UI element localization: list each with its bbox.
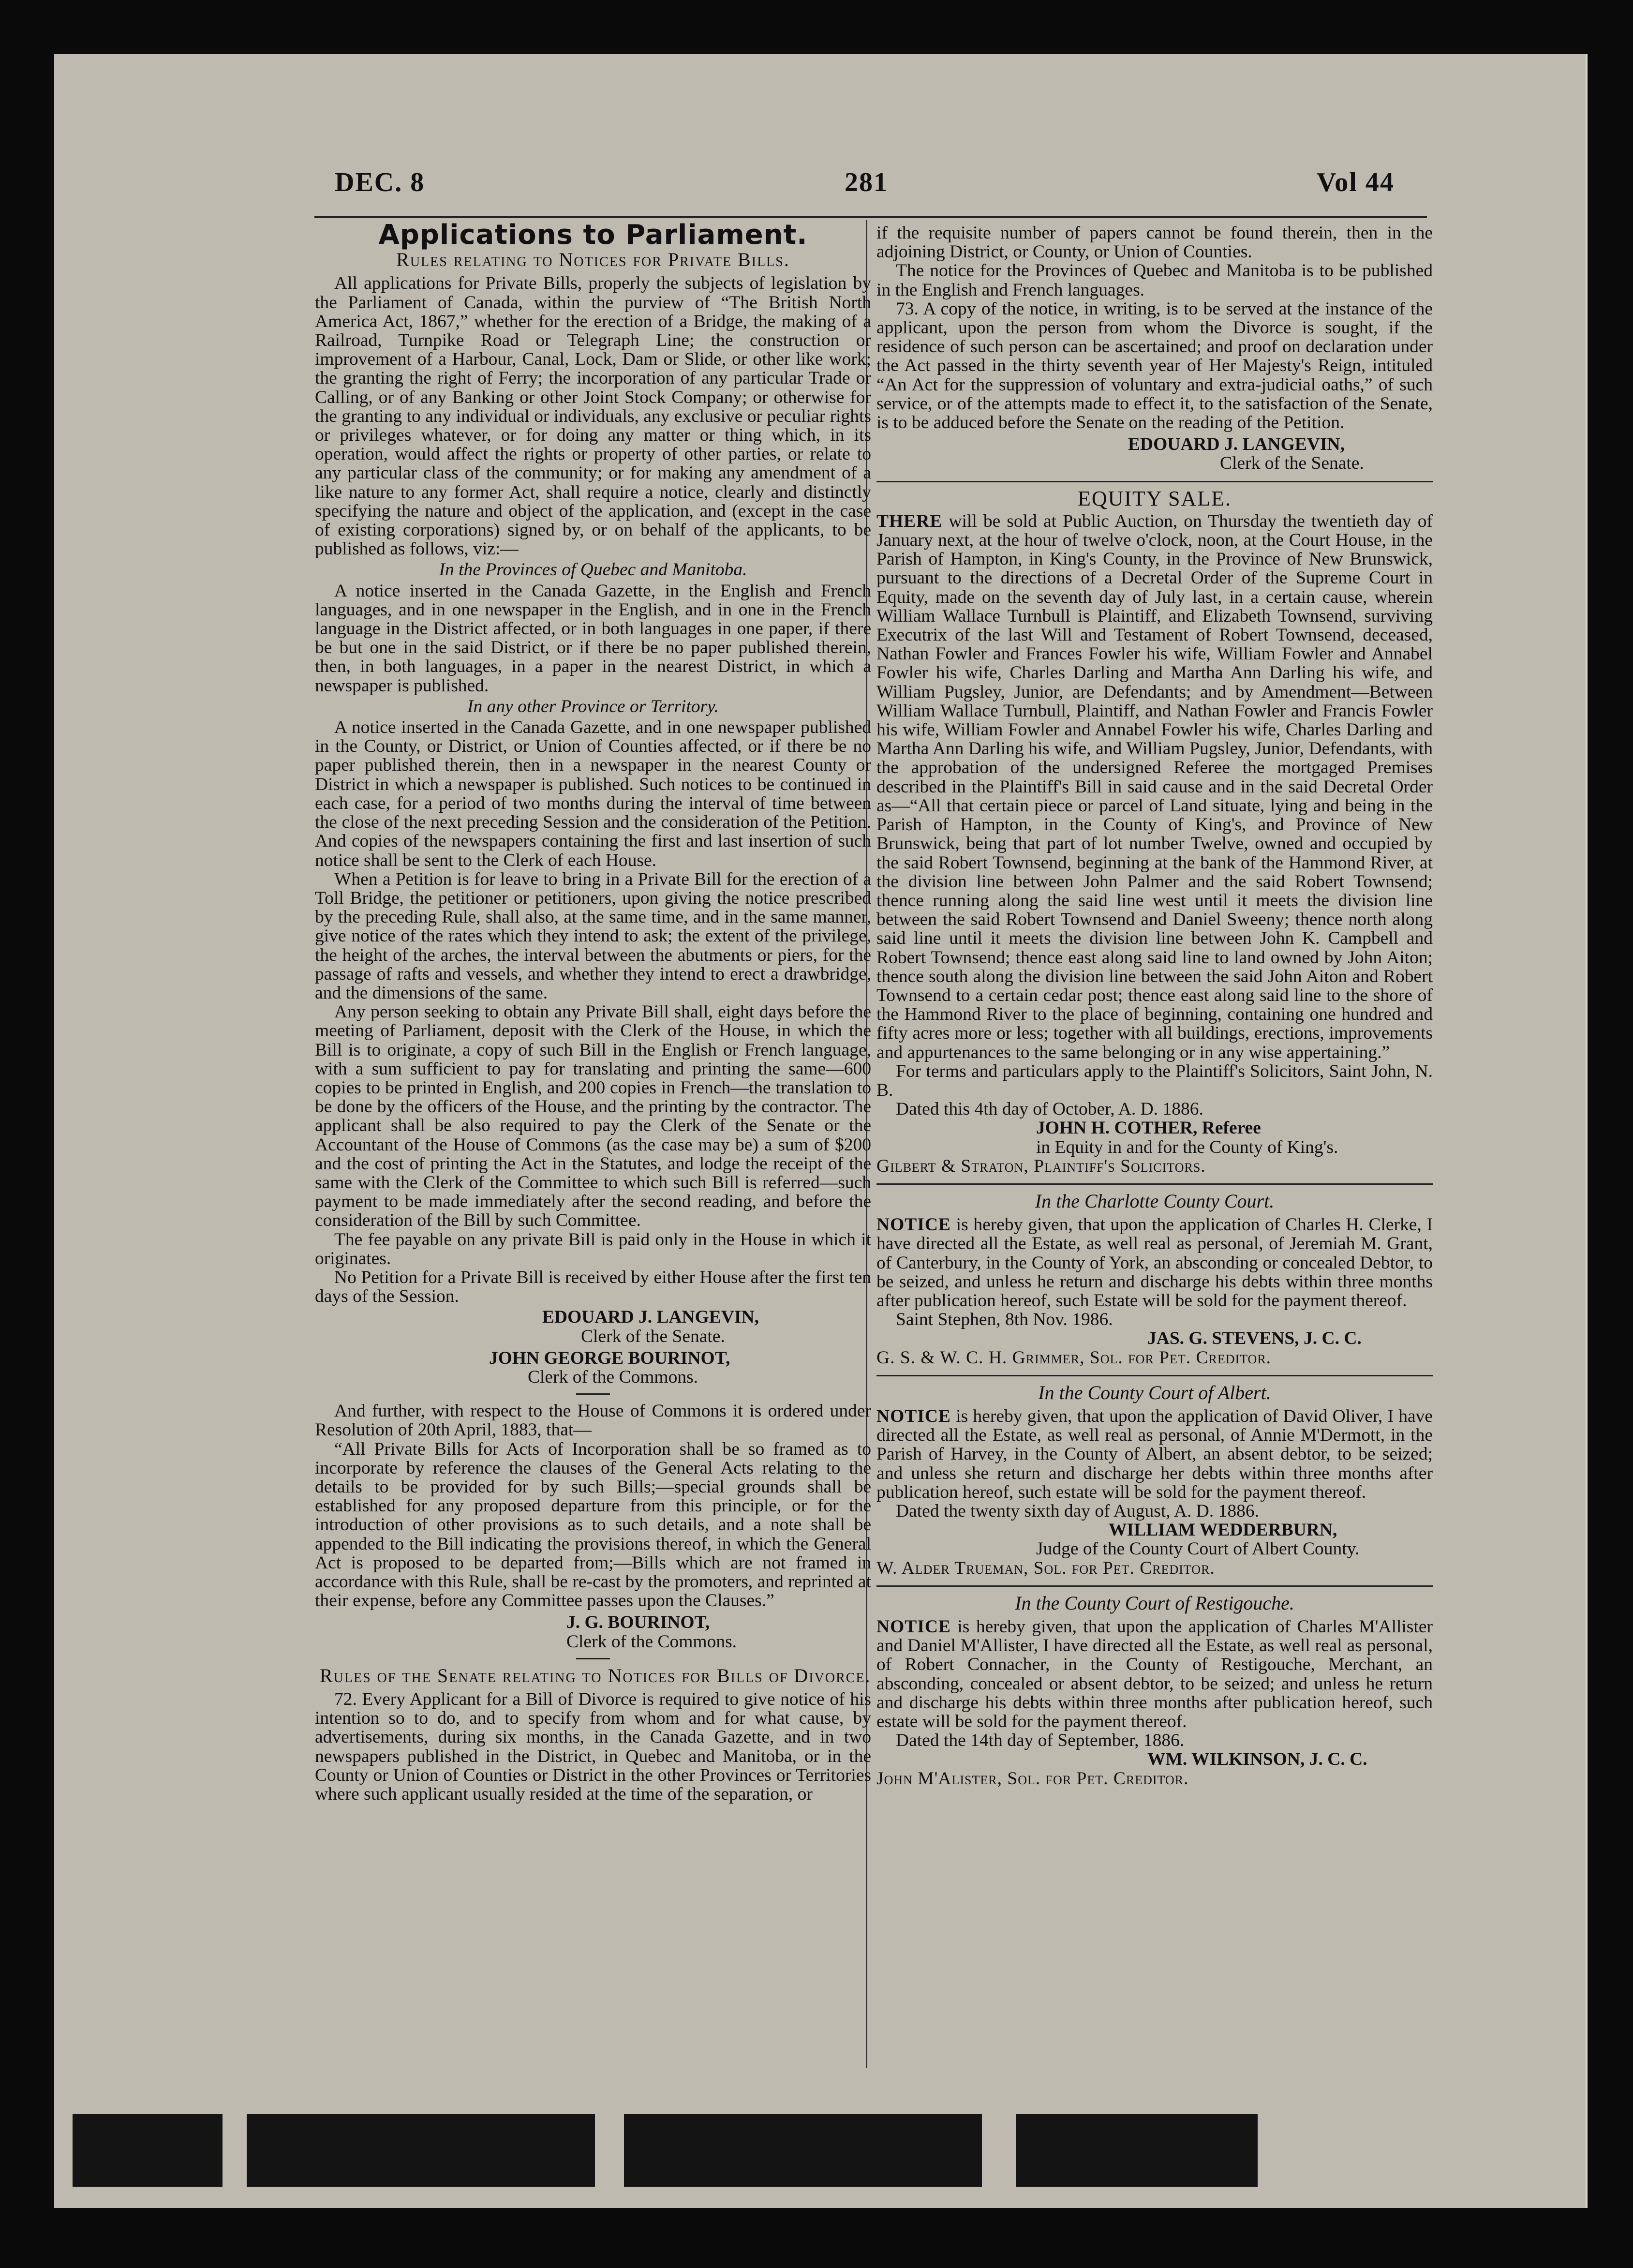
- subheading: In any other Province or Territory.: [467, 696, 719, 716]
- lead-word: NOTICE: [876, 1406, 951, 1426]
- rules-heading: Rules relating to Notices for Private Bills.: [396, 249, 790, 271]
- equity-sale-body: will be sold at Public Auction, on Thursday the twentieth day of January next, at the hour of twelve o'clock, noon, at the Court House, in the Parish of Hampton, in King's County, in the Province of New Brunswick, pursuant to the directions of a Decretal Order of the Supreme Court in Equity, made on the seventh day of July last, in a certain cause, wherein William Wallace Turnbull is Plaintiff, and Elizabeth Townsend, surviving Executrix of the last Will and Testament of Robert Townsend, deceased, Nathan Fowler and Frances Fowler his wife, William Fowler and Annabel Fowler his wife, Charles Darling and Martha Ann Darling his wife, and William Pugsley, Junior, are Defendants; and by Amendment—Between William Wallace Turnbull, Plaintiff, and Nathan Fowler and Francis Fowler his wife, William Fowler and Annabel Fowler his wife, Charles Darling and Martha Ann Darling his wife, and William Pugsley, Junior, Defendants, with the approbation of the undersigned Referee the mortgaged Premises described in the Plaintiff's Bill in said cause and in the said Decretal Order as—“All that certain piece or parcel of Land situate, lying and being in the Parish of Hampton, in the County of King's, and Province of New Brunswick, being that part of lot number Twelve, owned and occupied by the said Robert Townsend, beginning at the bank of the Hammond River, at the division line between John Palmer and the said Robert Townsend; thence running along the said line west until it meets the division line between the said Robert Townsend and Daniel Sweeny; thence north along said line until it meets the division line between John K. Campbell and Robert Townsend; thence east along said line to land owned by John Aiton; thence south along the division line between the said John Aiton and Robert Townsend to a certain cedar post; thence east along said line to the shore of the Hammond River to the place of beginning, containing one hundred and fifty acres more or less; together with all buildings, erections, improvements and appurtenances to the same belonging or in any wise appertaining.”: [876, 511, 1433, 1062]
- signature-title: Judge of the County Court of Albert County.: [1036, 1539, 1360, 1559]
- signature-title: Clerk of the Commons.: [528, 1367, 698, 1387]
- signature-title: Clerk of the Commons.: [566, 1631, 737, 1652]
- dated-line: Dated the twenty sixth day of August, A. D. 1886.: [896, 1501, 1259, 1521]
- paragraph: 72. Every Applicant for a Bill of Divorce is required to give notice of his intention so to do, and to specify from whom and for what cause, by advertisements, during six months, in the Canada Gazette, and in two newspapers published in the District, in Quebec and Manitoba, or in the County or Union of Counties or District in the other Provinces or Territories where such applicant usually resided at the time of the separation, or: [315, 1689, 871, 1805]
- court-heading: In the County Court of Restigouche.: [1015, 1592, 1294, 1614]
- notice-body: is hereby given, that upon the application of David Oliver, I have directed all the Estate, as well real as personal, of Annie M'Dermott, in the Parish of Harvey, in the County of Albert, an absent debtor, to be seized; and unless she return and discharge her debts within three months after publication hereof, such estate will be sold for the payment thereof.: [876, 1406, 1433, 1502]
- solicitor-line: G. S. & W. C. H. Grimmer, Sol. for Pet. Creditor.: [876, 1347, 1272, 1368]
- dated-line: Dated the 14th day of September, 1886.: [896, 1731, 1185, 1751]
- dated-line: Saint Stephen, 8th Nov. 1986.: [896, 1310, 1113, 1330]
- court-notice: [876, 1617, 1433, 1731]
- separator: [876, 1375, 1433, 1376]
- signature-name: JAS. G. STEVENS, J. C. C.: [1147, 1328, 1362, 1349]
- edge-shadow: [73, 2114, 223, 2187]
- paragraph: if the requisite number of papers cannot be found therein, then in the adjoining District, or County, or Union of Counties.: [876, 223, 1433, 262]
- dated-line: Dated this 4th day of October, A. D. 1886.: [896, 1099, 1203, 1119]
- court-notice: [876, 1215, 1433, 1310]
- signature-name: EDOUARD J. LANGEVIN,: [1128, 434, 1345, 455]
- issue-date: DEC. 8: [335, 167, 425, 197]
- right-column: [876, 224, 1433, 1788]
- paragraph: For terms and particulars apply to the Plaintiff's Solicitors, Saint John, N. B.: [876, 1061, 1433, 1100]
- lead-word: THERE: [876, 511, 943, 531]
- separator: [576, 1393, 610, 1395]
- page-edge-shadows: [73, 2114, 1258, 2192]
- separator: [876, 481, 1433, 482]
- lead-word: NOTICE: [876, 1215, 951, 1235]
- paragraph: Any person seeking to obtain any Private Bill shall, eight days before the meeting of Parliament, deposit with the Clerk of the House, in which the Bill is to originate, a copy of such Bill in the English or French language, with a sum sufficient to pay for translating and printing the same—600 copies to be printed in English, and 200 copies in French—the translation to be done by the officers of the House, and the printing by the contractor. The applicant shall be also required to pay the Clerk of the Senate or the Accountant of the House of Commons (as the case may be) a sum of $200 and the cost of printing the Act in the Statutes, and lodge the receipt of the same with the Clerk of the Committee to which such Bill is referred—such payment to be made immediately after the second reading, and before the consideration of the Bill by such Committee.: [315, 1002, 871, 1231]
- paragraph: A notice inserted in the Canada Gazette, and in one newspaper published in the County, or District, or Union of Counties affected, or if there be no paper published therein, then in a newspaper in the nearest County or District in which a newspaper is published. Such notices to be continued in each case, for a period of two months during the interval of time between the close of the next preceding Session and the consideration of the Petition. And copies of the newspapers containing the first and last insertion of such notice shall be sent to the Clerk of each House.: [315, 717, 871, 870]
- left-column: [315, 219, 871, 1805]
- paragraph: The notice for the Provinces of Quebec and Manitoba is to be published in the English and French languages.: [876, 261, 1433, 300]
- separator: [576, 1658, 610, 1659]
- court-heading: In the Charlotte County Court.: [1035, 1190, 1275, 1212]
- court-notice: [876, 1407, 1433, 1502]
- lead-word: NOTICE: [876, 1617, 951, 1637]
- paragraph: All applications for Private Bills, properly the subjects of legislation by the Parliament of Canada, within the purview of “The British North America Act, 1867,” whether for the erection of a Bridge, the making of a Railroad, Turnpike Road or Telegraph Line; the construction or improvement of a Harbour, Canal, Lock, Dam or Slide, or other like work; the granting the right of Ferry; the incorporation of any particular Trade or Calling, or of any Banking or other Joint Stock Company; or otherwise for the granting to any individual or individuals, any exclusive or peculiar rights or privileges whatever, or for doing any matter or thing which, in its operation, would affect the rights or property of other parties, or relate to any particular class of the community; or for making any amendment of a like nature to any former Act, shall require a notice, clearly and distinctly specifying the nature and object of the application, and (except in the case of existing corporations) signed by, or on behalf of the applicants, to be published as follows, viz:—: [315, 273, 871, 559]
- divorce-heading: Rules of the Senate relating to Notices for Bills of Divorce.: [320, 1664, 871, 1686]
- equity-sale-notice: [876, 512, 1433, 1062]
- paragraph: 73. A copy of the notice, in writing, is to be served at the instance of the applicant, upon the person from whom the Divorce is sought, if the residence of such person can be ascertained; and proof on declaration under the Act passed in the thirty seventh year of Her Majesty's Reign, intituled “An Act for the suppression of voluntary and extra-judicial oaths,” of such service, or of the attempts made to effect it, to the satisfaction of the Senate, is to be adduced before the Senate on the reading of the Petition.: [876, 298, 1433, 433]
- quoted-rule: “All Private Bills for Acts of Incorporation shall be so framed as to incorporate by reference the clauses of the General Acts relating to the details to be provided for by such Bills;—special grounds shall be established for any proposed departure from this principle, or for the introduction of other provisions as to such details, and a note shall be appended to the Bill indicating the provisions thereof, in which the General Act is proposed to be departed from;—Bills which are not framed in accordance with this Rule, shall be re-cast by the promoters, and reprinted at their expense, before any Committee passes upon the Clauses.”: [315, 1439, 871, 1611]
- paragraph: The fee payable on any private Bill is paid only in the House in which it originates.: [315, 1229, 871, 1268]
- solicitor-line: John M'Alister, Sol. for Pet. Creditor.: [876, 1768, 1189, 1789]
- header-rule: [314, 216, 1427, 218]
- signature-name: J. G. BOURINOT,: [566, 1612, 710, 1633]
- paragraph: When a Petition is for leave to bring in a Private Bill for the erection of a Toll Bridge, the petitioner or petitioners, upon giving the notice prescribed by the preceding Rule, shall also, at the same time, and in the same manner, give notice of the rates which they intend to ask; the extent of the privilege, the height of the arches, the interval between the abutments or piers, for the passage of rafts and vessels, and whether they intend to erect a drawbridge, and the dimensions of the same.: [315, 869, 871, 1003]
- signature-title: Clerk of the Senate.: [1220, 453, 1364, 474]
- page-number: 281: [845, 167, 888, 197]
- section-title: Applications to Parliament.: [378, 219, 808, 251]
- subheading: In the Provinces of Quebec and Manitoba.: [439, 560, 747, 580]
- notice-body: is hereby given, that upon the application of Charles M'Allister and Daniel M'Allister, I have directed all the Estate, as well real as personal, of Robert Connacher, in the County of Restigouche, Merchant, an absconding, concealed or absent debtor, to be seized; and unless he return and discharge his debts within three months after publication hereof, such estate will be sold for the payment thereof.: [876, 1617, 1433, 1732]
- notice-body: is hereby given, that upon the application of Charles H. Clerke, I have directed all the Estate, as well real as personal, of Jeremiah M. Grant, of Canterbury, in the County of York, an absconding or concealed Debtor, to be seized, and unless he return and discharge his debts within three months after publication hereof, such Estate will be sold for the payment thereof.: [876, 1215, 1433, 1311]
- signature-name: WILLIAM WEDDERBURN,: [1109, 1520, 1337, 1540]
- volume-number: Vol 44: [1317, 167, 1395, 197]
- paragraph: No Petition for a Private Bill is received by either House after the first ten days of the Session.: [315, 1267, 871, 1307]
- signature-title: in Equity in and for the County of King's.: [1036, 1137, 1338, 1157]
- equity-sale-title: EQUITY SALE.: [1077, 486, 1232, 510]
- edge-shadow: [1016, 2114, 1258, 2187]
- signature-name: WM. WILKINSON, J. C. C.: [1147, 1749, 1367, 1770]
- edge-shadow: [247, 2114, 595, 2187]
- court-heading: In the County Court of Albert.: [1038, 1381, 1271, 1403]
- separator: [876, 1183, 1433, 1185]
- paragraph: A notice inserted in the Canada Gazette, in the English and French languages, and in one newspaper in the English, and in one in the French language in the District affected, or in both languages in one paper, if there be but one in the said District, or if there be no paper published therein, then, in both languages, in a paper in the nearest District, in which a newspaper is published.: [315, 581, 871, 696]
- paragraph: And further, with respect to the House of Commons it is ordered under Resolution of 20th April, 1883, that—: [315, 1401, 871, 1440]
- signature-name: EDOUARD J. LANGEVIN,: [542, 1307, 759, 1328]
- separator: [876, 1585, 1433, 1587]
- signature-name: JOHN H. COTHER, Referee: [1036, 1118, 1261, 1138]
- solicitor-line: Gilbert & Straton, Plaintiff's Solicitors.: [876, 1156, 1206, 1176]
- solicitor-line: W. Alder Trueman, Sol. for Pet. Creditor.: [876, 1558, 1215, 1578]
- edge-shadow: [624, 2114, 982, 2187]
- signature-title: Clerk of the Senate.: [581, 1326, 725, 1346]
- signature-name: JOHN GEORGE BOURINOT,: [489, 1348, 730, 1368]
